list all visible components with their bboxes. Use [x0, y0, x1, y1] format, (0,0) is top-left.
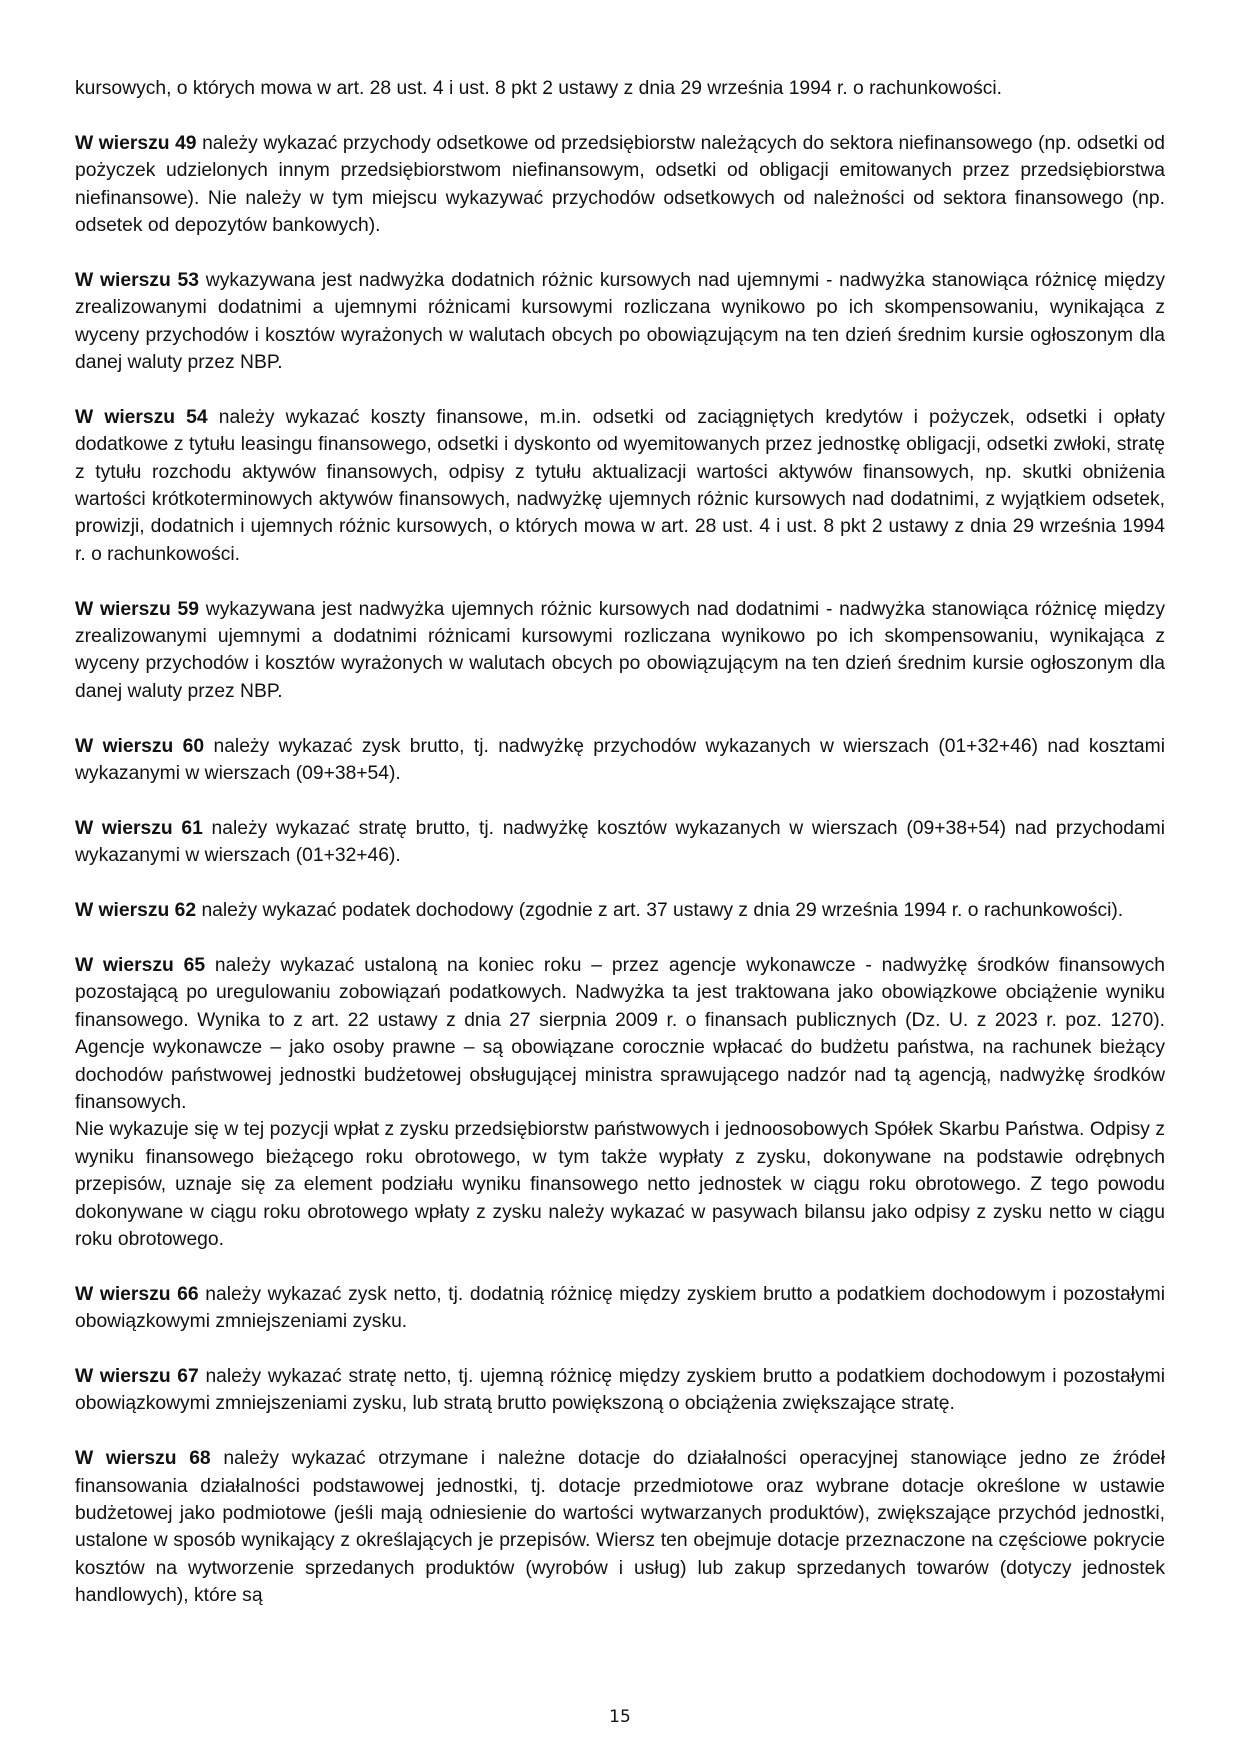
- row-reference: W wierszu 67: [75, 1365, 199, 1387]
- paragraph-text: należy wykazać otrzymane i należne dotacje do działalności operacyjnej stanowiące jedno ze źródeł finansowania działalności podstawowej jednostki, tj. dotacje przedmiotowe oraz wybrane dotacje określone w ustawie budżetowej jako podmiotowe (jeśli mają odniesienie do wartości wytwarzanych produktów), zwiększające przychód jednostki, ustalone w sposób wynikający z określających je przepisów. Wiersz ten obejmuje dotacje przeznaczone na częściowe pokrycie kosztów na wytworzenie sprzedanych produktów (wyrobów i usług) lub zakup sprzedanych towarów (dotyczy jednostek handlowych), które są: [75, 1448, 1165, 1607]
- paragraph-text: należy wykazać koszty finansowe, m.in. odsetki od zaciągniętych kredytów i pożyczek, odsetki i opłaty dodatkowe z tytułu leasingu finansowego, odsetki i dyskonto od wyemitowanych przez jednostkę obligacji, odsetki zwłoki, stratę z tytułu rozchodu aktywów finansowych, odpisy z tytułu aktualizacji wartości aktywów finansowych, np. skutki obniżenia wartości krótkoterminowych aktywów finansowych, nadwyżkę ujemnych różnic kursowych nad dodatnimi, z wyjątkiem odsetek, prowizji, dodatnich i ujemnych różnic kursowych, o których mowa w art. 28 ust. 4 i ust. 8 pkt 2 ustawy z dnia 29 września 1994 r. o rachunkowości.: [75, 406, 1165, 565]
- paragraph-row-53: [75, 267, 1165, 377]
- paragraph-row-67: [75, 1363, 1165, 1418]
- paragraph-text: należy wykazać ustaloną na koniec roku – przez agencje wykonawcze - nadwyżkę środków finansowych pozostającą po uregulowaniu zobowiązań podatkowych. Nadwyżka ta jest traktowana jako obowiązkowe obciążenie wyniku finansowego. Wynika to z art. 22 ustawy z dnia 27 sierpnia 2009 r. o finansach publicznych (Dz. U. z 2023 r. poz. 1270). Agencje wykonawcze – jako osoby prawne – są obowiązane corocznie wpłacać do budżetu państwa, na rachunek bieżący dochodów państwowej jednostki budżetowej obsługującej ministra sprawującego nadzór nad tą agencją, nadwyżkę środków finansowych.: [75, 954, 1165, 1113]
- row-reference: W wierszu 62: [75, 900, 197, 922]
- paragraph-continuation: [75, 75, 1165, 102]
- row-reference: W wierszu 49: [75, 132, 197, 154]
- paragraph-text: należy wykazać stratę brutto, tj. nadwyżkę kosztów wykazanych w wierszach (09+38+54) nad przychodami wykazanymi w wierszach (01+32+46).: [75, 817, 1166, 867]
- row-reference: W wierszu 61: [75, 817, 203, 839]
- paragraph-text: należy wykazać stratę netto, tj. ujemną różnicę między zyskiem brutto a podatkiem dochodowym i pozostałymi obowiązkowymi zmniejszeniami zysku, lub stratą brutto powiększoną o obciążenia zwiększające stratę.: [75, 1365, 1165, 1415]
- row-reference: W wierszu 60: [75, 735, 205, 757]
- document-body: [75, 75, 1165, 1610]
- paragraph-text: Nie wykazuje się w tej pozycji wpłat z zysku przedsiębiorstw państwowych i jednoosobowych Spółek Skarbu Państwa. Odpisy z wyniku finansowego bieżącego roku obrotowego, w tym także wypłaty z zysku, dokonywane na podstawie odrębnych przepisów, uznaje się za element podziału wyniku finansowego netto jednostek w ciągu roku obrotowego. Z tego powodu dokonywane w ciągu roku obrotowego wpłaty z zysku należy wykazać w pasywach bilansu jako odpisy z zysku netto w ciągu roku obrotowego.: [75, 1119, 1165, 1250]
- paragraph-row-66: [75, 1281, 1165, 1336]
- paragraph-row-68: [75, 1445, 1165, 1609]
- row-reference: W wierszu 59: [75, 598, 199, 620]
- paragraph-text: należy wykazać przychody odsetkowe od przedsiębiorstw należących do sektora niefinansowego (np. odsetki od pożyczek udzielonych innym przedsiębiorstwom niefinansowym, odsetki od obligacji emitowanych przez przedsiębiorstwa niefinansowe). Nie należy w tym miejscu wykazywać przychodów odsetkowych od należności od sektora finansowego (np. odsetek od depozytów bankowych).: [75, 132, 1165, 237]
- paragraph-text: kursowych, o których mowa w art. 28 ust. 4 i ust. 8 pkt 2 ustawy z dnia 29 września 1994 r. o rachunkowości.: [75, 78, 1002, 99]
- paragraph-row-54: [75, 404, 1165, 568]
- paragraph-row-59: [75, 596, 1165, 706]
- paragraph-row-60: [75, 733, 1165, 788]
- row-reference: W wierszu 53: [75, 269, 199, 291]
- paragraph-text: wykazywana jest nadwyżka dodatnich różnic kursowych nad ujemnymi - nadwyżka stanowiąca różnicę między zrealizowanymi dodatnimi a ujemnymi różnicami kursowymi rozliczana wynikowo po ich skompensowaniu, wynikająca z wyceny przychodów i kosztów wyrażonych w walutach obcych po obowiązującym na ten dzień średnim kursie ogłoszonym dla danej waluty przez NBP.: [75, 269, 1165, 374]
- paragraph-text: należy wykazać zysk brutto, tj. nadwyżkę przychodów wykazanych w wierszach (01+32+46) nad kosztami wykazanymi w wierszach (09+38+54).: [75, 735, 1165, 785]
- paragraph-row-49: [75, 130, 1165, 240]
- paragraph-row-61: [75, 815, 1165, 870]
- row-reference: W wierszu 68: [75, 1448, 211, 1470]
- paragraph-row-65-continued: [75, 1116, 1165, 1253]
- paragraph-row-62: [75, 897, 1165, 924]
- row-reference: W wierszu 54: [75, 406, 208, 428]
- paragraph-text: należy wykazać zysk netto, tj. dodatnią różnicę między zyskiem brutto a podatkiem dochodowym i pozostałymi obowiązkowymi zmniejszeniami zysku.: [75, 1283, 1165, 1333]
- row-reference: W wierszu 65: [75, 954, 206, 976]
- row-reference: W wierszu 66: [75, 1283, 199, 1305]
- page-number: 15: [609, 1707, 631, 1727]
- paragraph-row-65: [75, 952, 1165, 1116]
- paragraph-text: należy wykazać podatek dochodowy (zgodnie z art. 37 ustawy z dnia 29 września 1994 r. o rachunkowości).: [196, 900, 1124, 922]
- paragraph-text: wykazywana jest nadwyżka ujemnych różnic kursowych nad dodatnimi - nadwyżka stanowiąca różnicę między zrealizowanymi ujemnymi a dodatnimi różnicami kursowymi rozliczana wynikowo po ich skompensowaniu, wynikająca z wyceny przychodów i kosztów wyrażonych w walutach obcych po obowiązującym na ten dzień średnim kursie ogłoszonym dla danej waluty przez NBP.: [75, 598, 1165, 702]
